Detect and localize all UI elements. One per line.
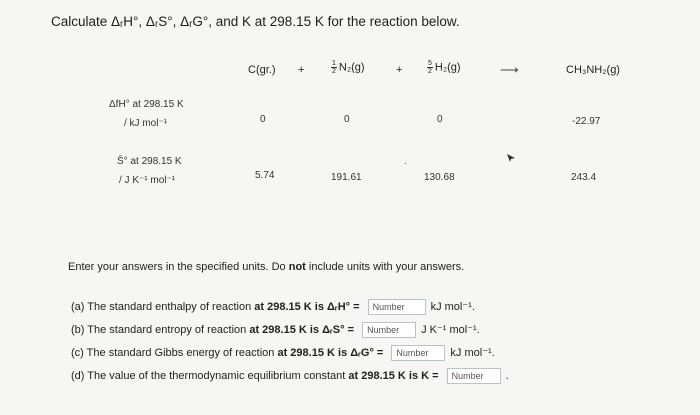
question-d: (d) The value of the thermodynamic equilibrium constant at 298.15 K is K = Number . bbox=[71, 368, 509, 384]
stray-mark: · bbox=[404, 158, 407, 168]
species-nitrogen: $\frac{1}{2}$ N₂(g) bbox=[332, 60, 365, 75]
enthalpy-value: 0 bbox=[437, 114, 443, 125]
species-carbon: C(gr.) bbox=[248, 64, 276, 76]
enthalpy-answer-input[interactable] bbox=[368, 299, 426, 315]
question-b: (b) The standard entropy of reaction at 298.15 K is ΔᵣS° = Number J K⁻¹ mol⁻¹. bbox=[71, 322, 480, 338]
equilibrium-constant-input[interactable] bbox=[447, 368, 501, 384]
plus-sign: + bbox=[298, 64, 305, 76]
species-product: CH₃NH₂(g) bbox=[566, 64, 620, 76]
question-a: (a) The standard enthalpy of reaction at 298.15 K is ΔᵣH° = Number kJ mol⁻¹. bbox=[71, 299, 475, 315]
entropy-row-label: S̄° at 298.15 K bbox=[117, 156, 182, 167]
entropy-value: 191.61 bbox=[331, 172, 362, 183]
question-c: (c) The standard Gibbs energy of reaction at 298.15 K is ΔᵣG° = Number kJ mol⁻¹. bbox=[71, 345, 495, 361]
species-hydrogen: $\frac{5}{2}$ H₂(g) bbox=[428, 60, 461, 75]
gibbs-answer-input[interactable] bbox=[391, 345, 445, 361]
entropy-value: 5.74 bbox=[255, 170, 275, 181]
enthalpy-value: -22.97 bbox=[572, 116, 601, 127]
plus-sign: + bbox=[396, 64, 403, 76]
coefficient-fraction: $\frac{5}{2}$ bbox=[428, 60, 432, 75]
enthalpy-row-unit: / kJ mol⁻¹ bbox=[124, 118, 168, 129]
entropy-value: 243.4 bbox=[571, 172, 597, 183]
problem-title: Calculate ΔᵣH°, ΔᵣS°, ΔᵣG°, and K at 298.15 K for the reaction below. bbox=[51, 14, 460, 29]
enthalpy-value: 0 bbox=[260, 114, 266, 125]
entropy-value: 130.68 bbox=[424, 172, 455, 183]
enthalpy-row-label: ΔfH° at 298.15 K bbox=[109, 99, 184, 110]
entropy-row-unit: / J K⁻¹ mol⁻¹ bbox=[119, 175, 176, 186]
mouse-cursor-icon bbox=[506, 150, 516, 160]
entropy-answer-input[interactable] bbox=[362, 322, 416, 338]
instructions: Enter your answers in the specified units. Do not include units with your answers. bbox=[68, 261, 465, 273]
reaction-arrow: ⟶ bbox=[500, 62, 519, 77]
enthalpy-value: 0 bbox=[344, 114, 350, 125]
coefficient-fraction: $\frac{1}{2}$ bbox=[332, 60, 336, 75]
